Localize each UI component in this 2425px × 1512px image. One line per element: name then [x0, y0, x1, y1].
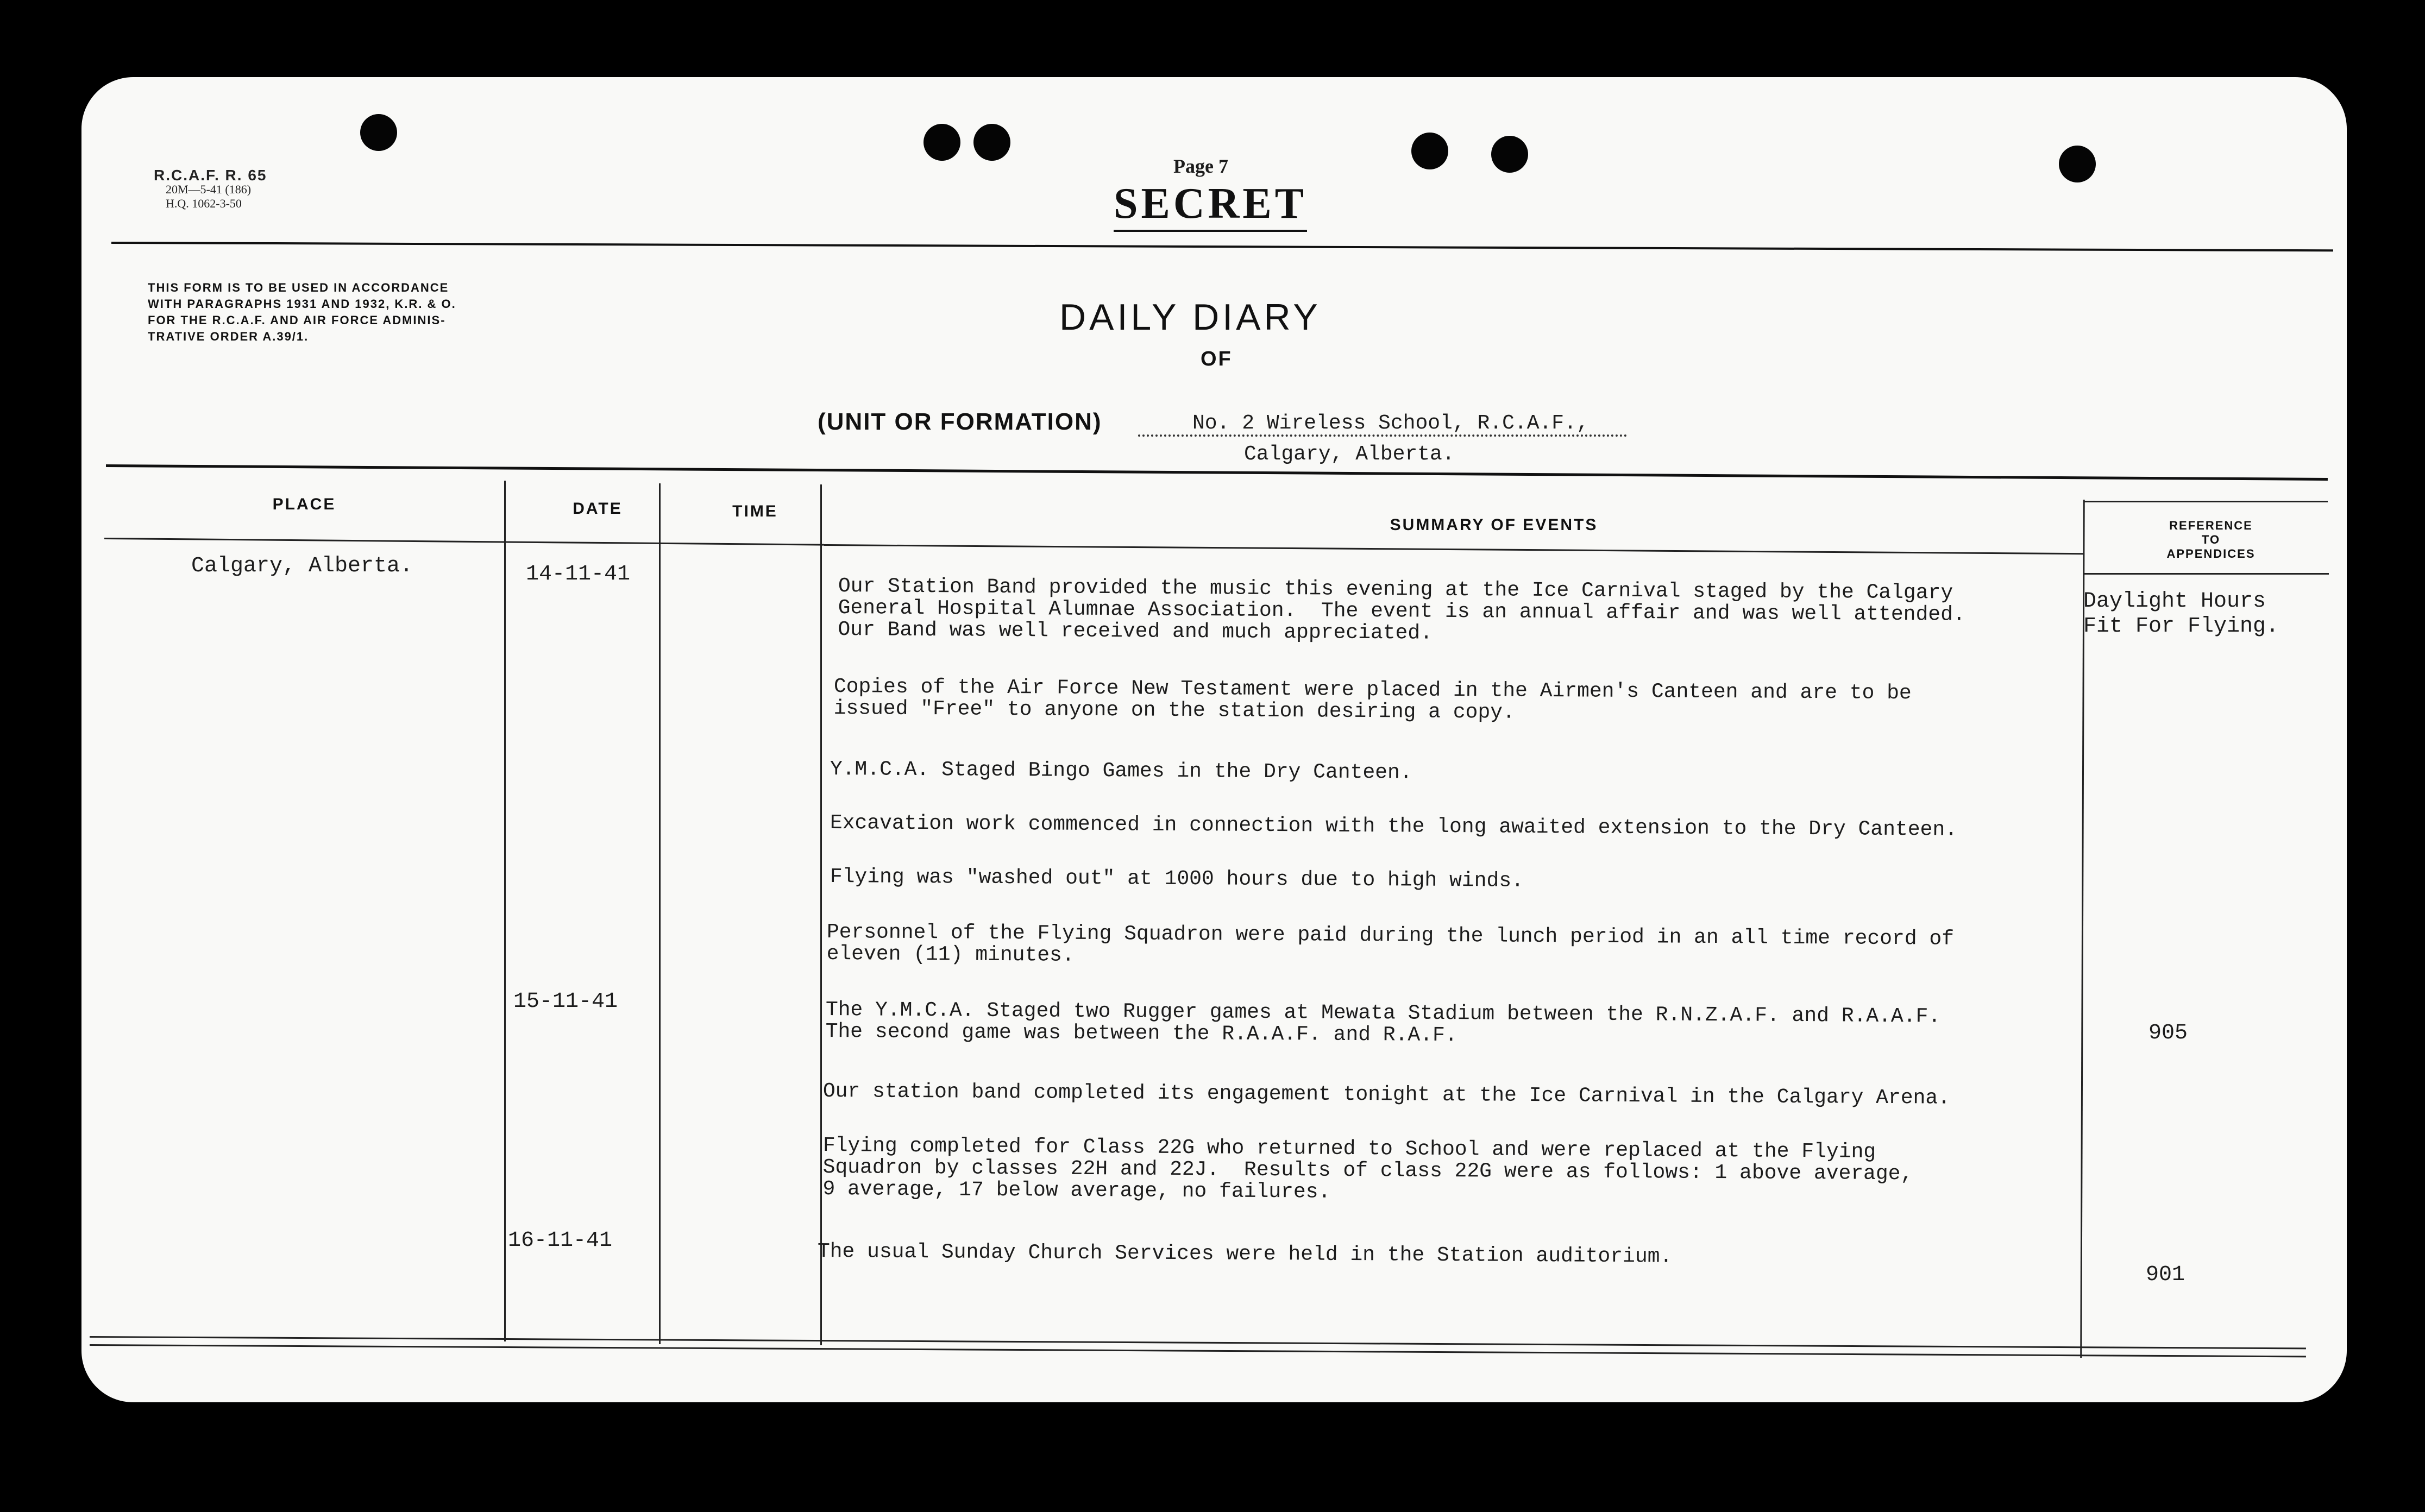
summary-entry: Our Station Band provided the music this evening at the Ice Carnival staged by the Calgary General Hospital Alumnae Association. The event is an annual affair and was well attended. Our Band was well received and much appreciated. [838, 575, 1965, 645]
classification-stamp [1114, 179, 1307, 232]
column-divider [659, 483, 661, 1344]
column-header-date: DATE [573, 500, 623, 518]
classification-underline [1114, 230, 1307, 232]
page-label: Page 7 [1173, 155, 1228, 177]
reference-header-line: TO [2201, 533, 2221, 546]
punch-hole [1411, 133, 1448, 169]
date-cell: 16-11-41 [508, 1228, 613, 1253]
reference-header-line: REFERENCE [2169, 519, 2253, 532]
unit-name: No. 2 Wireless School, R.C.A.F., [1192, 412, 1589, 435]
date-cell: 15-11-41 [513, 990, 618, 1014]
reference-line: Fit For Flying. [2083, 614, 2279, 639]
summary-entry: Y.M.C.A. Staged Bingo Games in the Dry Canteen. [830, 758, 1412, 785]
column-header-time: TIME [732, 502, 778, 520]
form-code: R.C.A.F. R. 65 [154, 167, 267, 184]
page-title: DAILY DIARY [1059, 297, 1321, 338]
reference-line: Daylight Hours [2083, 589, 2266, 614]
print-line: 20M—5-41 (186) [166, 182, 252, 196]
instruction-line: THIS FORM IS TO BE USED IN ACCORDANCE [148, 281, 449, 294]
header-bottom-rule [2084, 573, 2329, 575]
punch-hole [1491, 136, 1528, 173]
reference-header-line: APPENDICES [2166, 547, 2256, 560]
column-header-reference [2108, 519, 2314, 561]
summary-entry: Flying was "washed out" at 1000 hours due to high winds. [830, 865, 1524, 893]
punch-hole [360, 114, 397, 151]
date-cell: 14-11-41 [526, 562, 631, 587]
instruction-line: FOR THE R.C.A.F. AND AIR FORCE ADMINIS- [148, 313, 446, 327]
summary-entry: Personnel of the Flying Squadron were paid during the lunch period in an all time record of eleven (11) minutes. [826, 921, 1955, 967]
print-line: H.Q. 1062-3-50 [166, 197, 242, 210]
place-cell: Calgary, Alberta. [191, 554, 413, 578]
summary-entry: The usual Sunday Church Services were held in the Station auditorium. [817, 1240, 1673, 1269]
reference-appendix: 901 [2146, 1263, 2185, 1287]
classification-text: SECRET [1114, 180, 1308, 228]
form-reference [154, 168, 267, 211]
unit-location: Calgary, Alberta. [1244, 443, 1455, 466]
instruction-line: TRATIVE ORDER A.39/1. [148, 330, 309, 343]
punch-hole [973, 124, 1010, 161]
form-instructions [148, 280, 456, 345]
summary-entry: The Y.M.C.A. Staged two Rugger games at Mewata Stadium between the R.N.Z.A.F. and R.A.A.F. The second game was between the R.A.A.F. and R.A.F. [825, 998, 1941, 1048]
table-top-rule [2083, 501, 2328, 502]
column-divider [820, 484, 822, 1345]
instruction-line: WITH PARAGRAPHS 1931 AND 1932, K.R. & O. [148, 297, 456, 311]
column-divider [504, 481, 506, 1341]
column-header-place: PLACE [272, 495, 336, 513]
unit-label: (UNIT OR FORMATION) [818, 408, 1102, 435]
summary-entry: Our station band completed its engagement tonight at the Ice Carnival in the Calgary Arena. [822, 1080, 1951, 1110]
reference-cell [2083, 589, 2279, 639]
summary-entry: Excavation work commenced in connection with the long awaited extension to the Dry Canteen. [830, 811, 1958, 842]
reference-appendix: 905 [2148, 1021, 2188, 1045]
punch-hole [923, 124, 960, 161]
summary-entry: Flying completed for Class 22G who returned to School and were replaced at the Flying Squadron by classes 22H and 22J. Results of class 22G were as follows: 1 above average, 9 average, 17 below average, no failures. [822, 1134, 1913, 1204]
title-of: OF [1201, 348, 1233, 370]
punch-hole [2059, 146, 2096, 182]
diary-sheet [81, 77, 2347, 1402]
summary-entry: Copies of the Air Force New Testament were placed in the Airmen's Canteen and are to be issued "Free" to anyone on the station desiring a copy. [833, 675, 1912, 724]
column-header-summary: SUMMARY OF EVENTS [1390, 516, 1598, 534]
